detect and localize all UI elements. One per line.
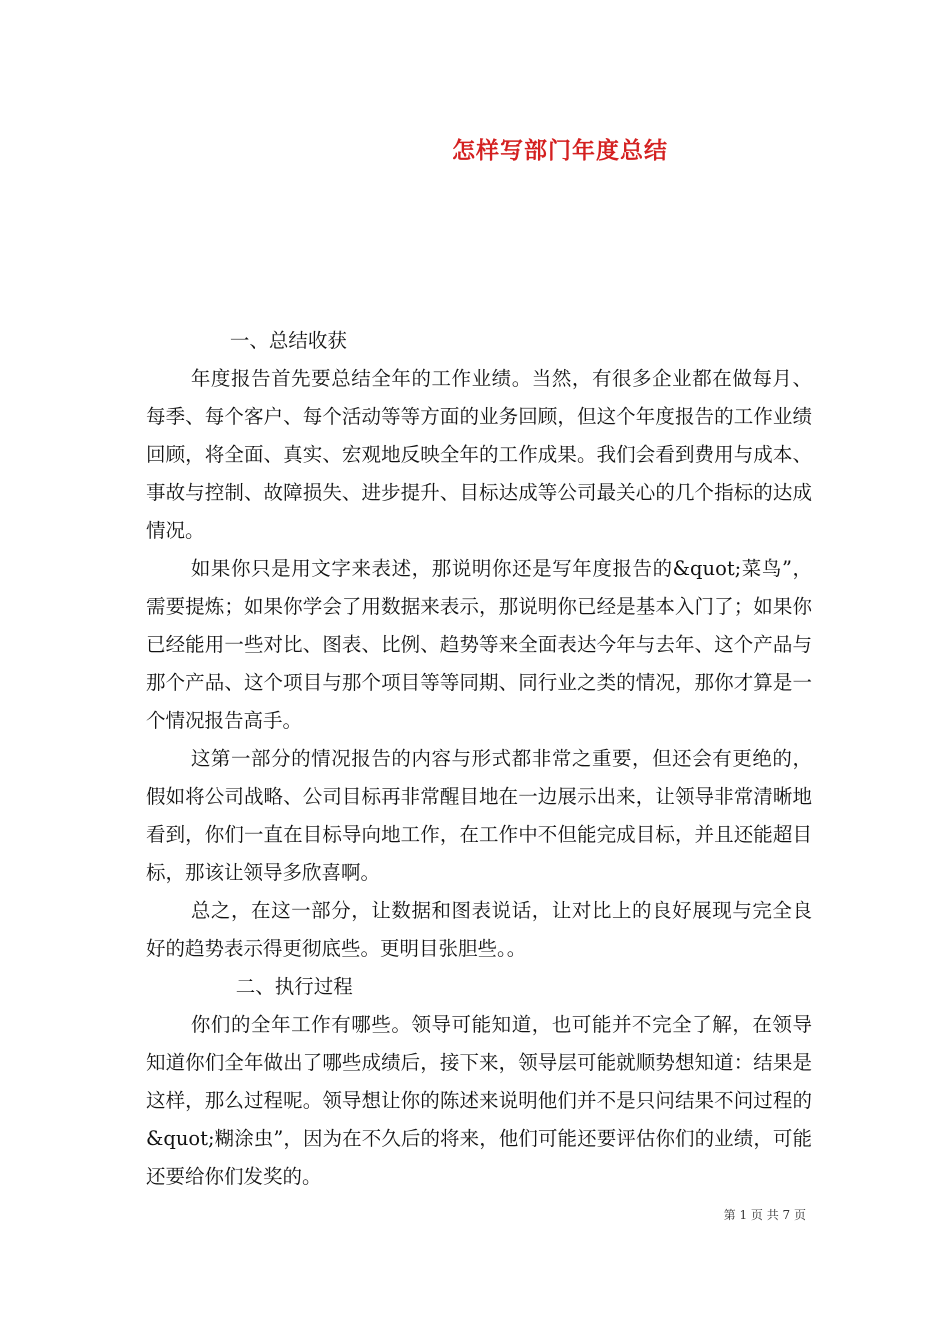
document-body: [146, 322, 812, 1196]
paragraph: 你们的全年工作有哪些。领导可能知道，也可能并不完全了解，在领导知道你们全年做出了哪些成绩后，接下来，领导层可能就顺势想知道：结果是这样，那么过程呢。领导想让你的陈述来说明他们并不是只问结果不问过程的&quot;糊涂虫”，因为在不久后的将来，他们可能还要评估你们的业绩，可能还要给你们发奖的。: [146, 1013, 812, 1188]
paragraph: 年度报告首先要总结全年的工作业绩。当然，有很多企业都在做每月、每季、每个客户、每个活动等等方面的业务回顾，但这个年度报告的工作业绩回顾，将全面、真实、宏观地反映全年的工作成果。我们会看到费用与成本、事故与控制、故障损失、进步提升、目标达成等公司最关心的几个指标的达成情况。: [146, 367, 812, 542]
section-heading-2: 二、执行过程: [235, 975, 353, 998]
document-title: 怎样写部门年度总结: [452, 137, 668, 164]
paragraph: 总之，在这一部分，让数据和图表说话，让对比上的良好展现与完全良好的趋势表示得更彻底些。更明目张胆些。。: [146, 899, 812, 960]
page-number: 第 1 页 共 7 页: [723, 1208, 806, 1222]
section-heading-1: 一、总结收获: [229, 329, 347, 352]
paragraph: 这第一部分的情况报告的内容与形式都非常之重要，但还会有更绝的，假如将公司战略、公司目标再非常醒目地在一边展示出来，让领导非常清晰地看到，你们一直在目标导向地工作，在工作中不但能完成目标，并且还能超目标，那该让领导多欣喜啊。: [146, 747, 812, 884]
paragraph: 如果你只是用文字来表述，那说明你还是写年度报告的&quot;菜鸟”，需要提炼；如果你学会了用数据来表示，那说明你已经是基本入门了；如果你已经能用一些对比、图表、比例、趋势等来全面表达今年与去年、这个产品与那个产品、这个项目与那个项目等等同期、同行业之类的情况，那你才算是一个情况报告高手。: [146, 557, 812, 732]
